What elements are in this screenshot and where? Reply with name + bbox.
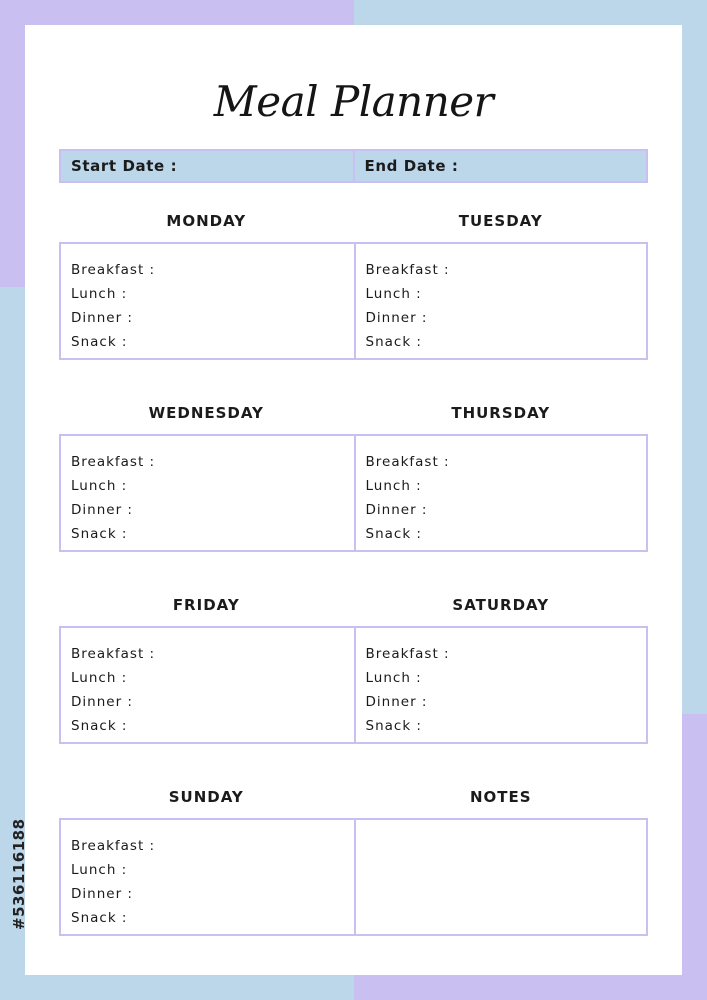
meal-label-snack: Snack : bbox=[365, 718, 422, 734]
notes-area[interactable] bbox=[354, 820, 647, 934]
end-date-field[interactable]: End Date : bbox=[353, 151, 647, 181]
meal-label-dinner: Dinner : bbox=[365, 694, 428, 710]
meal-label-lunch: Lunch : bbox=[365, 478, 422, 494]
week-row-3 bbox=[59, 596, 648, 734]
day-heading-monday: MONDAY bbox=[166, 212, 247, 230]
meal-label-breakfast: Breakfast : bbox=[365, 646, 450, 662]
meal-label-dinner: Dinner : bbox=[71, 694, 133, 710]
day-heading-saturday: SATURDAY bbox=[452, 596, 550, 614]
meal-label-lunch: Lunch : bbox=[365, 670, 422, 686]
meal-label-dinner: Dinner : bbox=[365, 310, 428, 326]
meal-label-breakfast: Breakfast : bbox=[365, 454, 450, 470]
stock-id-label: #536116188 bbox=[10, 818, 28, 930]
day-heading-friday: FRIDAY bbox=[172, 596, 240, 614]
meal-label-lunch: Lunch : bbox=[71, 478, 128, 494]
meal-label-dinner: Dinner : bbox=[71, 310, 133, 326]
meal-label-lunch: Lunch : bbox=[365, 286, 422, 302]
meal-label-breakfast: Breakfast : bbox=[71, 838, 156, 854]
meal-label-dinner: Dinner : bbox=[71, 502, 133, 518]
meal-label-lunch: Lunch : bbox=[71, 286, 128, 302]
day-heading-wednesday: WEDNESDAY bbox=[148, 404, 264, 422]
day-heading-thursday: THURSDAY bbox=[451, 404, 551, 422]
notes-heading: NOTES bbox=[469, 788, 532, 806]
day-heading-sunday: SUNDAY bbox=[168, 788, 244, 806]
page-title: Meal Planner bbox=[213, 77, 494, 126]
day-heading-tuesday: TUESDAY bbox=[458, 212, 543, 230]
meal-box bbox=[59, 626, 648, 744]
meal-label-lunch: Lunch : bbox=[71, 862, 128, 878]
week-row-2 bbox=[59, 404, 648, 542]
week-row-4 bbox=[59, 788, 648, 926]
date-bar bbox=[59, 149, 648, 183]
meal-label-snack: Snack : bbox=[71, 718, 128, 734]
meal-label-breakfast: Breakfast : bbox=[71, 262, 156, 278]
planner-page bbox=[25, 25, 682, 975]
day-column-monday[interactable] bbox=[61, 244, 354, 358]
day-column-wednesday[interactable] bbox=[61, 436, 354, 550]
meal-label-snack: Snack : bbox=[365, 526, 422, 542]
meal-label-lunch: Lunch : bbox=[71, 670, 128, 686]
week-row-1 bbox=[59, 212, 648, 350]
meal-label-dinner: Dinner : bbox=[71, 886, 133, 902]
start-date-field[interactable]: Start Date : bbox=[71, 157, 178, 175]
meal-label-dinner: Dinner : bbox=[365, 502, 428, 518]
day-column-sunday[interactable] bbox=[61, 820, 354, 934]
meal-label-snack: Snack : bbox=[71, 910, 128, 926]
day-column-tuesday[interactable] bbox=[354, 244, 647, 358]
meal-label-breakfast: Breakfast : bbox=[71, 454, 156, 470]
day-column-saturday[interactable] bbox=[354, 628, 647, 742]
meal-box bbox=[59, 242, 648, 360]
day-column-friday[interactable] bbox=[61, 628, 354, 742]
meal-label-breakfast: Breakfast : bbox=[71, 646, 156, 662]
meal-box bbox=[59, 434, 648, 552]
meal-label-snack: Snack : bbox=[71, 526, 128, 542]
meal-label-snack: Snack : bbox=[365, 334, 422, 350]
meal-box bbox=[59, 818, 648, 936]
day-column-thursday[interactable] bbox=[354, 436, 647, 550]
meal-label-snack: Snack : bbox=[71, 334, 128, 350]
meal-label-breakfast: Breakfast : bbox=[365, 262, 450, 278]
